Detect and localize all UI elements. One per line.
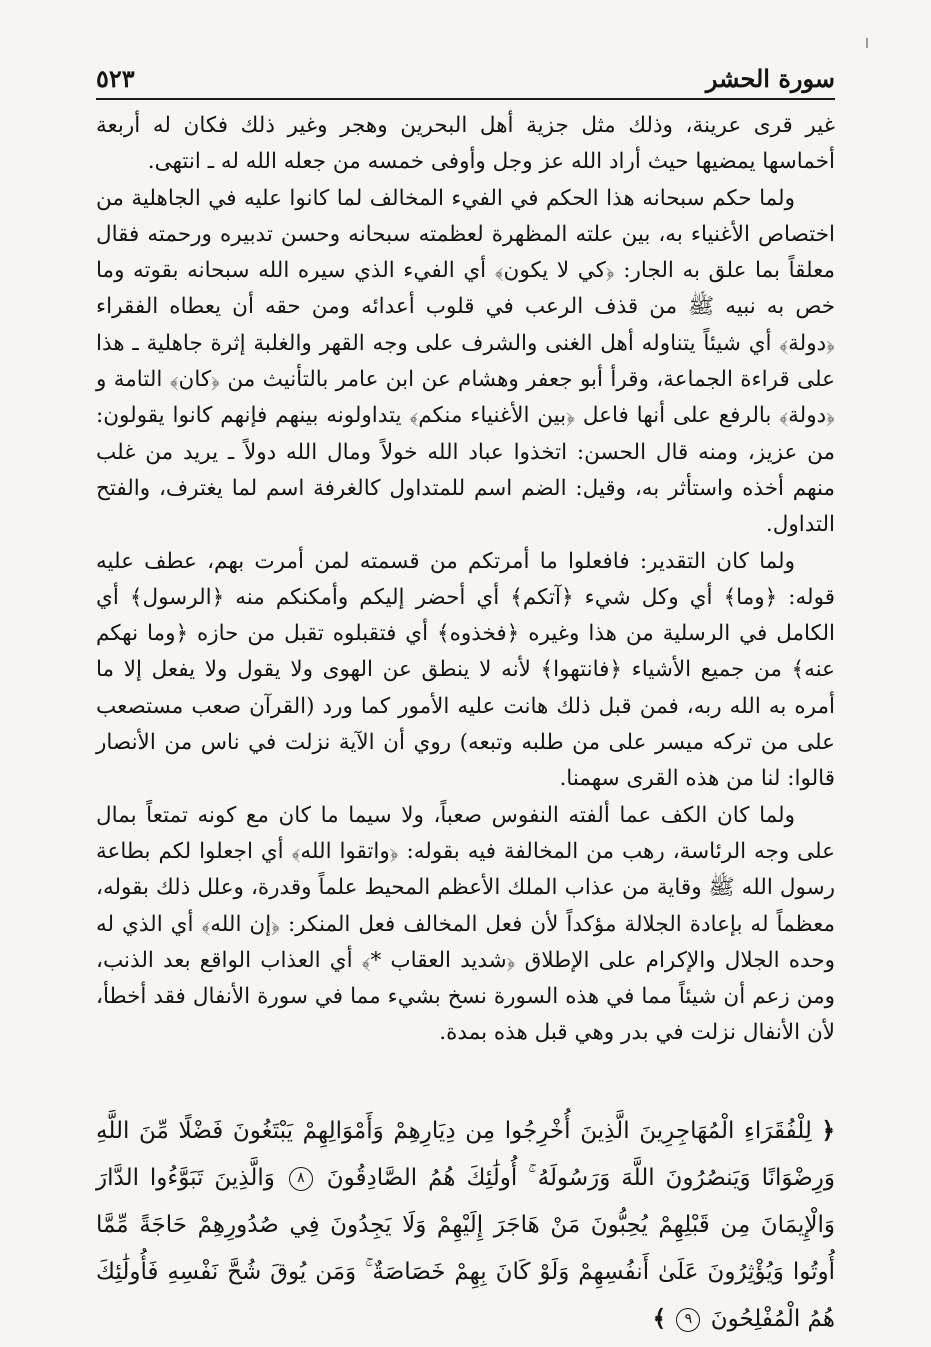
commentary-text — [96, 108, 835, 1052]
open-bracket: ﴿ — [821, 1118, 836, 1144]
page-number: ٥٢٣ — [96, 64, 135, 93]
ayah-number-marker: ٨ — [289, 1167, 313, 1191]
close-bracket: ﴾ — [652, 1306, 667, 1332]
margin-mark — [866, 38, 868, 48]
ayah-number-marker: ٩ — [676, 1308, 700, 1332]
verse-9-text: وَالَّذِينَ تَبَوَّءُوا الدَّارَ وَالْإِيمَانَ مِن قَبْلِهِمْ يُحِبُّونَ مَنْ هَاجَرَ إِلَيْهِمْ وَلَا يَجِدُونَ فِي صُدُورِهِمْ حَاجَةً مِّمَّا أُوتُوا وَيُؤْثِرُونَ عَلَىٰ أَنفُسِهِمْ وَلَوْ كَانَ بِهِمْ خَصَاصَةٌ ۚ وَمَن يُوقَ شُحَّ نَفْسِهِ فَأُولَٰئِكَ هُمُ الْمُفْلِحُونَ — [96, 1165, 835, 1332]
paragraph: ولما كان الكف عما ألفته النفوس صعباً، ولا سيما ما كان مع كونه تمتعاً بمال على وجه الرئاسة، رهب من المخالفة فيه بقوله: ﴿واتقوا الله﴾ أي اجعلوا لكم بطاعة رسول الله ﷺ وقاية من عذاب الملك الأعظم المحيط علماً وقدرة، وعلل ذلك بقوله، معظماً له بإعادة الجلالة مؤكداً لأن فعل المخالف فعل المنكر: ﴿إن الله﴾ أي الذي له وحده الجلال والإكرام على الإطلاق ﴿شديد العقاب *﴾ أي العذاب الواقع بعد الذنب، ومن زعم أن شيئاً مما في هذه السورة نسخ بشيء مما في سورة الأنفال فقد أخطأ، لأن الأنفال نزلت في بدر وهي قبل هذه بمدة. — [96, 802, 835, 1046]
verse-8-text: لِلْفُقَرَاءِ الْمُهَاجِرِينَ الَّذِينَ أُخْرِجُوا مِن دِيَارِهِمْ وَأَمْوَالِهِمْ يَبْتَغُونَ فَضْلًا مِّنَ اللَّهِ وَرِضْوَانًا وَيَنصُرُونَ اللَّهَ وَرَسُولَهُ ۚ أُولَٰئِكَ هُمُ الصَّادِقُونَ — [96, 1118, 835, 1191]
paragraph: ولما كان التقدير: فافعلوا ما أمرتكم من قسمته لمن أمرت بهم، عطف عليه قوله: ﴿وما﴾ أي وكل شيء ﴿آتكم﴾ أي أحضر إليكم وأمكنكم منه ﴿الرسول﴾ أي الكامل في الرسلية من هذا وغيره ﴿فخذوه﴾ أي فتقبلوه تقبل من حازه ﴿وما نهكم عنه﴾ من جميع الأشياء ﴿فانتهوا﴾ لأنه لا ينطق عن الهوى ولا يقول ولا يفعل إلا ما أمره به الله ربه، فمن قبل ذلك هانت عليه الأمور كما ورد (القرآن صعب مستصعب على من تركه ميسر على من طلبه وتبعه) روي أن الآية نزلت في ناس من الأنصار قالوا: لنا من هذه القرى سهمنا. — [96, 548, 835, 792]
page-header — [96, 52, 835, 100]
paragraph: ولما حكم سبحانه هذا الحكم في الفيء المخالف لما كانوا عليه في الجاهلية من اختصاص الأغنياء به، بين علته المظهرة لعظمته سبحانه وحسن تدبيره ورحمته فقال معلقاً بما علق به الجار: ﴿كي لا يكون﴾ أي الفيء الذي سيره الله سبحانه بقوته وما خص به نبيه ﷺ من قذف الرعب في قلوب أعدائه ومن حقه أن يعطاه الفقراء ﴿دولة﴾ أي شيئاً يتناوله أهل الغنى والشرف على وجه القهر والغلبة إثرة جاهلية ـ هذا على قراءة الجماعة، وقرأ أبو جعفر وهشام عن ابن عامر بالتأنيث من ﴿كان﴾ التامة و ﴿دولة﴾ بالرفع على أنها فاعل ﴿بين الأغنياء منكم﴾ يتداولونه بينهم فإنهم كانوا يقولون: من عزيز، ومنه قال الحسن: اتخذوا عباد الله خولاً ومال الله دولاً ـ يريد من غلب منهم أخذه واستأثر به، وقيل: الضم اسم للمتداول كالغرفة اسم لما يغترف، والفتح التداول. — [96, 185, 835, 538]
quran-verses — [96, 1108, 835, 1343]
surah-title: سورة الحشر — [705, 64, 835, 93]
paragraph: غير قرى عرينة، وذلك مثل جزية أهل البحرين وهجر وغير ذلك فكان له أربعة أخماسها يمضيها حيث أراد الله عز وجل وأوفى خمسه من جعله الله له ـ انتهى. — [96, 113, 835, 175]
